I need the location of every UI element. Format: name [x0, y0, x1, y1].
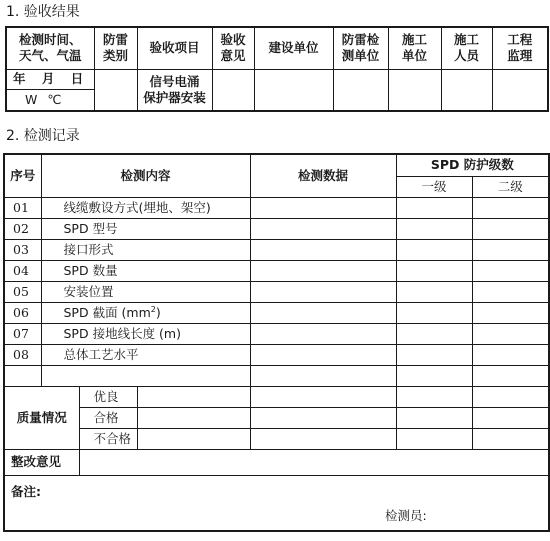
table-header-row [6, 27, 548, 69]
lightning-class-field[interactable] [94, 69, 137, 111]
table-row [4, 197, 549, 218]
blank-content[interactable] [41, 365, 250, 386]
header-data: 检测数据 [250, 154, 396, 197]
data-field[interactable] [250, 386, 396, 407]
data-field[interactable] [250, 260, 396, 281]
table-row [4, 281, 549, 302]
header-spd-levels: SPD 防护级数 [396, 154, 549, 176]
section-title-acceptance: 1. 验收结果 [6, 4, 80, 20]
level2-field[interactable] [472, 428, 549, 449]
level1-field[interactable] [396, 365, 472, 386]
quality-row [4, 407, 549, 428]
rectification-row [4, 449, 549, 475]
data-field[interactable] [250, 218, 396, 239]
inspector-label: 检测员: [385, 507, 427, 523]
row-number: 02 [4, 218, 41, 239]
table-row-blank [4, 365, 549, 386]
row-number: 07 [4, 323, 41, 344]
data-field[interactable] [250, 281, 396, 302]
header-build-unit: 施工 单位 [388, 27, 441, 69]
section-title-inspection: 2. 检测记录 [6, 128, 80, 144]
header-acceptance-opinion: 验收 意见 [212, 27, 254, 69]
row-content: SPD 数量 [41, 260, 250, 281]
level1-field[interactable] [396, 239, 472, 260]
quality-label: 质量情况 [4, 386, 79, 449]
data-field[interactable] [250, 365, 396, 386]
data-field[interactable] [250, 323, 396, 344]
header-seq: 序号 [4, 154, 41, 197]
level2-field[interactable] [472, 407, 549, 428]
quality-option-pass: 合格 [79, 407, 137, 428]
row-content: SPD 接地线长度 (m) [41, 323, 250, 344]
quality-row [4, 428, 549, 449]
level1-field[interactable] [396, 218, 472, 239]
data-field[interactable] [250, 302, 396, 323]
note-field[interactable] [4, 475, 549, 531]
acceptance-opinion-field[interactable] [212, 69, 254, 111]
data-field[interactable] [250, 428, 396, 449]
data-field[interactable] [250, 197, 396, 218]
note-label: 备注: [11, 483, 41, 499]
construction-unit-field[interactable] [254, 69, 333, 111]
row-number: 05 [4, 281, 41, 302]
quality-option-excellent: 优良 [79, 386, 137, 407]
blank-number[interactable] [4, 365, 41, 386]
header-build-staff: 施工 人员 [441, 27, 492, 69]
header-level2: 二级 [472, 176, 549, 197]
level2-field[interactable] [472, 365, 549, 386]
rectification-field[interactable] [79, 449, 549, 475]
supervision-field[interactable] [492, 69, 548, 111]
quality-option-fail: 不合格 [79, 428, 137, 449]
level1-field[interactable] [396, 344, 472, 365]
header-supervision: 工程 监理 [492, 27, 548, 69]
build-unit-field[interactable] [388, 69, 441, 111]
level2-field[interactable] [472, 302, 549, 323]
row-number: 04 [4, 260, 41, 281]
row-number: 01 [4, 197, 41, 218]
row-number: 08 [4, 344, 41, 365]
note-row [4, 475, 549, 531]
quality-field[interactable] [137, 428, 250, 449]
quality-field[interactable] [137, 407, 250, 428]
row-number: 06 [4, 302, 41, 323]
level2-field[interactable] [472, 239, 549, 260]
level1-field[interactable] [396, 260, 472, 281]
level1-field[interactable] [396, 323, 472, 344]
quality-field[interactable] [137, 386, 250, 407]
header-level1: 一级 [396, 176, 472, 197]
table-row [4, 302, 549, 323]
header-construction-unit: 建设单位 [254, 27, 333, 69]
row-content: SPD 截面 $(mm^2)$ [41, 302, 250, 323]
acceptance-results-table [5, 26, 549, 112]
build-staff-field[interactable] [441, 69, 492, 111]
inspection-unit-field[interactable] [333, 69, 388, 111]
date-field[interactable]: 年 月 日 [6, 69, 94, 89]
level1-field[interactable] [396, 386, 472, 407]
header-inspection-unit: 防雷检 测单位 [333, 27, 388, 69]
table-row [4, 344, 549, 365]
row-content: 安装位置 [41, 281, 250, 302]
level2-field[interactable] [472, 260, 549, 281]
level2-field[interactable] [472, 281, 549, 302]
level1-field[interactable] [396, 407, 472, 428]
level2-field[interactable] [472, 344, 549, 365]
row-content: SPD 型号 [41, 218, 250, 239]
data-field[interactable] [250, 407, 396, 428]
header-lightning-class: 防雷 类别 [94, 27, 137, 69]
inspection-record-table [3, 153, 550, 532]
header-time-weather: 检测时间、 天气、气温 [6, 27, 94, 69]
level1-field[interactable] [396, 197, 472, 218]
level2-field[interactable] [472, 218, 549, 239]
data-field[interactable] [250, 239, 396, 260]
header-content: 检测内容 [41, 154, 250, 197]
acceptance-item-value: 信号电涌 保护器安装 [137, 69, 212, 111]
table-row [4, 239, 549, 260]
table-row [4, 323, 549, 344]
level2-field[interactable] [472, 386, 549, 407]
data-field[interactable] [250, 344, 396, 365]
level1-field[interactable] [396, 428, 472, 449]
row-content: 总体工艺水平 [41, 344, 250, 365]
row-content: 线缆敷设方式(埋地、架空) [41, 197, 250, 218]
header-acceptance-item: 验收项目 [137, 27, 212, 69]
level2-field[interactable] [472, 197, 549, 218]
table-row [4, 218, 549, 239]
row-content: 接口形式 [41, 239, 250, 260]
level2-field[interactable] [472, 323, 549, 344]
level1-field[interactable] [396, 302, 472, 323]
row-number: 03 [4, 239, 41, 260]
quality-row [4, 386, 549, 407]
rectification-label: 整改意见 [4, 449, 79, 475]
level1-field[interactable] [396, 281, 472, 302]
table-row [4, 260, 549, 281]
weather-temperature-field[interactable]: W ℃ [6, 89, 94, 111]
